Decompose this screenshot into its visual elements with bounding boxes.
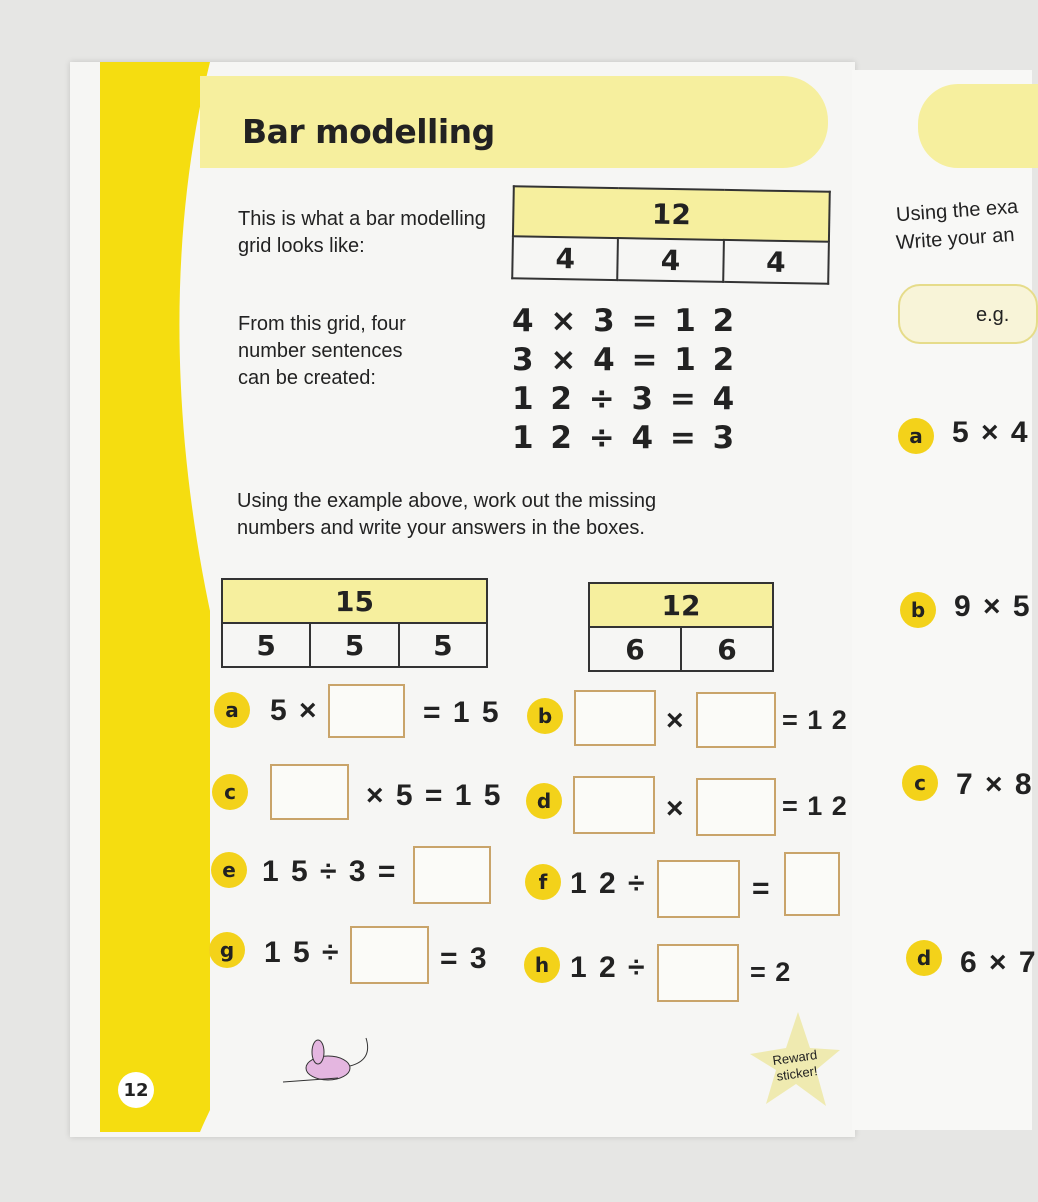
- answer-box-c[interactable]: [270, 764, 349, 820]
- grid-part: 6: [589, 627, 681, 671]
- expression-text: 1 2 ÷: [570, 867, 647, 900]
- instruction-text: Using the example above, work out the missing numbers and write your answers in the boxes.: [237, 490, 657, 539]
- grid-total: 15: [222, 579, 487, 623]
- page-title: Bar modelling: [242, 112, 495, 151]
- answer-box-b1[interactable]: [574, 690, 656, 746]
- intro-text: This is what a bar modelling grid looks like:: [238, 208, 486, 257]
- expression-text: = 1 2: [782, 705, 848, 735]
- question-label-h: h: [524, 947, 560, 983]
- answer-box-a[interactable]: [328, 684, 405, 738]
- right-question-label-c: c: [902, 765, 938, 801]
- expression-text: 1 2 ÷: [570, 951, 647, 984]
- expression-text: = 3: [440, 942, 489, 975]
- right-instruction-2: Write your an: [895, 223, 1016, 255]
- expression-text: 1 5 ÷ 3 =: [262, 855, 398, 888]
- question-label-e: e: [211, 852, 247, 888]
- expression-text: = 1 5: [423, 696, 501, 729]
- right-instruction-1: Using the exa: [895, 195, 1019, 227]
- grid-total: 12: [513, 186, 830, 242]
- expression-text: = 1 2: [782, 791, 848, 821]
- grid-part: 6: [681, 627, 773, 671]
- grid-part: 4: [618, 238, 724, 282]
- sentence: 3 × 4 = 1 2: [512, 342, 738, 378]
- expression-text: =: [752, 872, 772, 905]
- number-sentences: [512, 302, 737, 458]
- expression-text: ×: [666, 792, 686, 825]
- expression-text: ×: [666, 704, 686, 737]
- right-title-banner: [918, 84, 1038, 168]
- sentence: 1 2 ÷ 3 = 4: [512, 381, 738, 417]
- expression-text: 5 ×: [270, 694, 319, 727]
- right-question-label-b: b: [900, 592, 936, 628]
- question-label-f: f: [525, 864, 561, 900]
- answer-box-b2[interactable]: [696, 692, 776, 748]
- sentences-intro: From this grid, four number sentences can be created:: [238, 313, 406, 389]
- aardvark-illustration-icon: [278, 1030, 378, 1090]
- grid-part: 5: [399, 623, 487, 667]
- bar-grid-12: [588, 582, 774, 672]
- page-number: 12: [118, 1072, 154, 1108]
- right-question-label-a: a: [898, 418, 934, 454]
- right-question-text: 5 × 4: [952, 416, 1030, 449]
- answer-box-e[interactable]: [413, 846, 491, 904]
- right-question-text: 9 × 5: [954, 590, 1032, 623]
- right-question-text: 7 × 8: [956, 768, 1034, 801]
- question-label-a: a: [214, 692, 250, 728]
- question-label-g: g: [209, 932, 245, 968]
- answer-box-d2[interactable]: [696, 778, 776, 836]
- right-question-text: 6 × 7: [960, 946, 1038, 979]
- answer-box-d1[interactable]: [573, 776, 655, 834]
- answer-box-g[interactable]: [350, 926, 429, 984]
- expression-text: = 2: [750, 957, 792, 987]
- expression-text: × 5 = 1 5: [366, 779, 503, 812]
- grid-total: 12: [589, 583, 773, 627]
- right-question-label-d: d: [906, 940, 942, 976]
- example-box: e.g.: [898, 284, 1038, 344]
- sentence: 4 × 3 = 1 2: [512, 303, 738, 339]
- grid-part: 4: [512, 236, 618, 280]
- question-label-d: d: [526, 783, 562, 819]
- sentence: 1 2 ÷ 4 = 3: [512, 420, 738, 456]
- answer-box-f2[interactable]: [784, 852, 840, 916]
- expression-text: 1 5 ÷: [264, 936, 341, 969]
- grid-part: 4: [723, 240, 829, 284]
- question-label-b: b: [527, 698, 563, 734]
- reward-sticker-text: Reward sticker!: [771, 1047, 819, 1084]
- question-label-c: c: [212, 774, 248, 810]
- answer-box-f1[interactable]: [657, 860, 740, 918]
- grid-part: 5: [310, 623, 398, 667]
- grid-part: 5: [222, 623, 310, 667]
- bar-grid-15: [221, 578, 488, 668]
- answer-box-h[interactable]: [657, 944, 739, 1002]
- example-bar-grid: [511, 185, 831, 285]
